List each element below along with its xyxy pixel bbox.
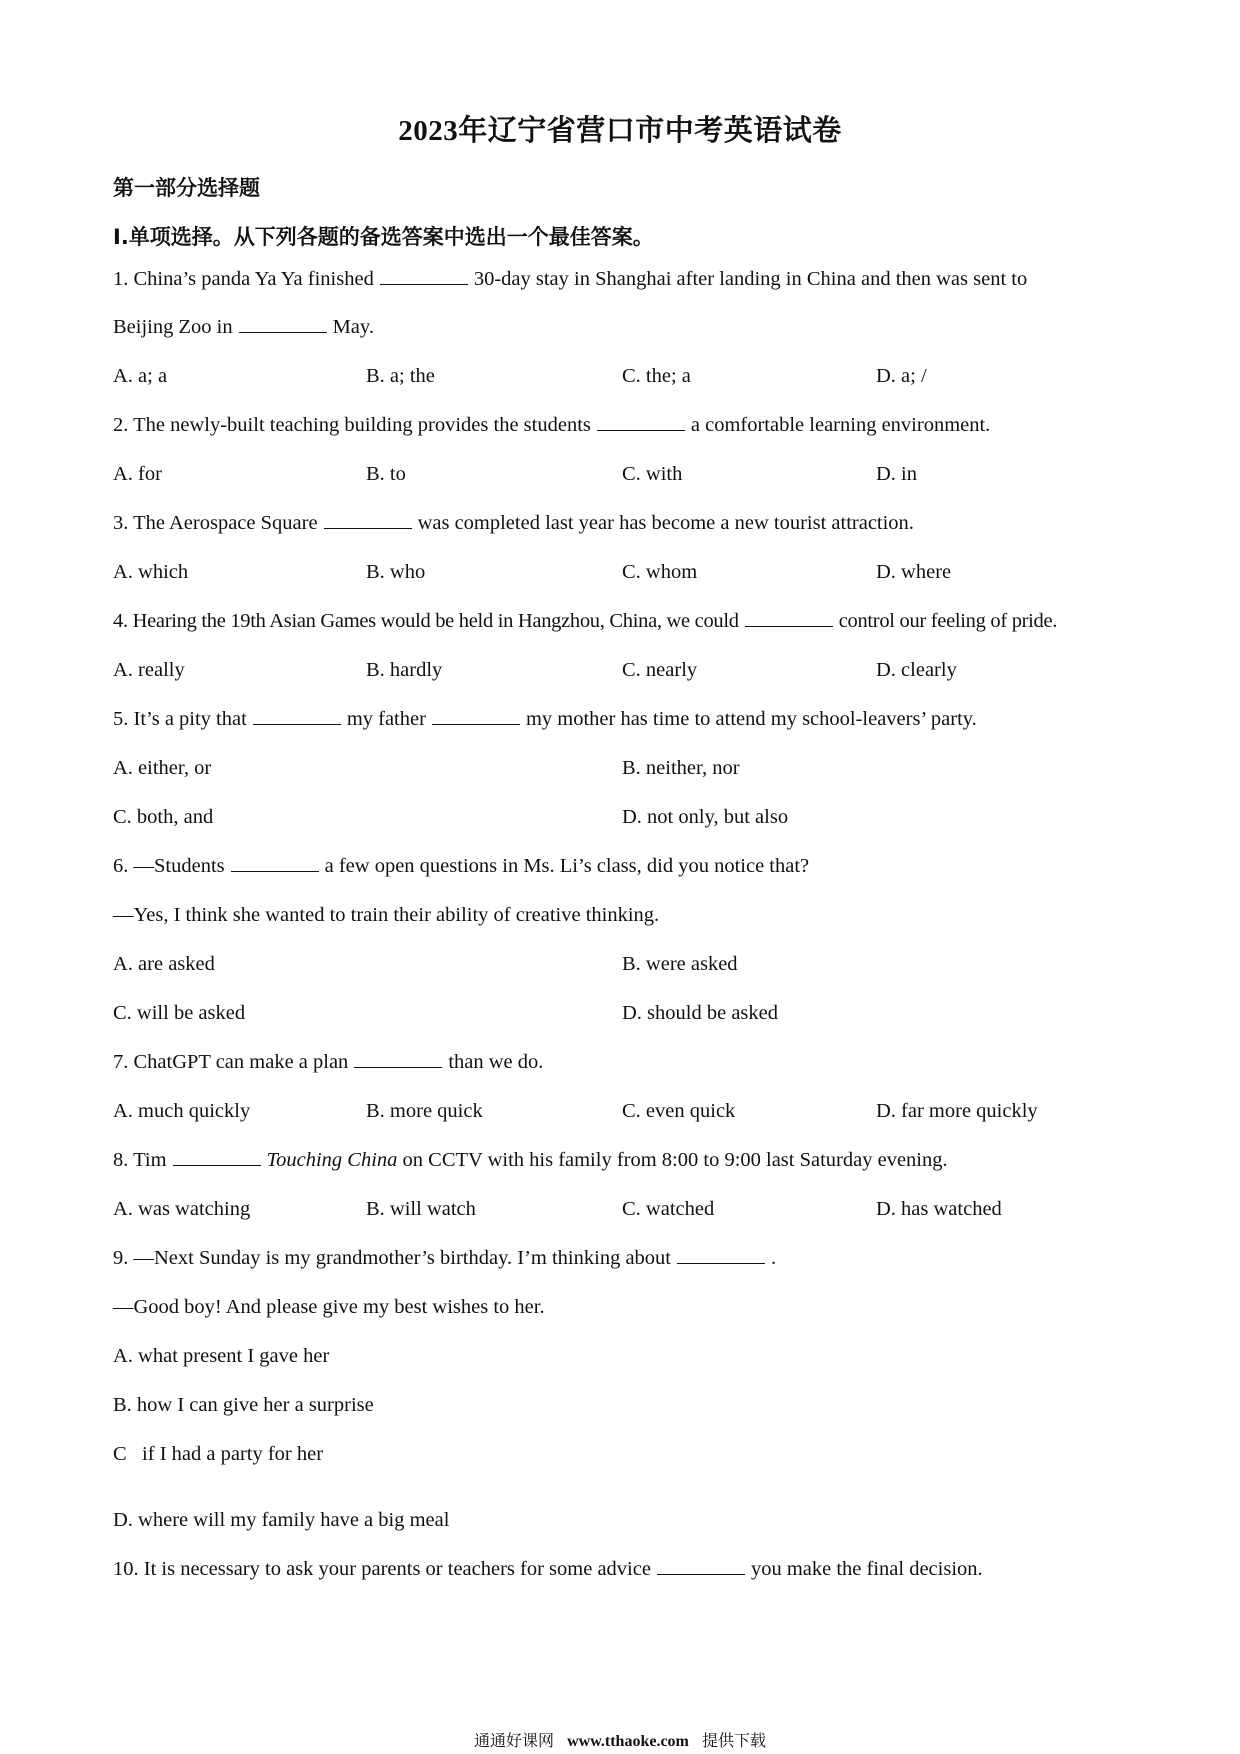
page-footer bbox=[0, 1728, 1240, 1751]
question-text: control our feeling of pride. bbox=[838, 610, 1058, 632]
section-title: 第一部分选择题 bbox=[113, 176, 260, 200]
option-b: B. to bbox=[366, 463, 406, 485]
answer-blank bbox=[173, 1164, 261, 1166]
option-b: B. neither, nor bbox=[622, 757, 740, 779]
option-b: B. hardly bbox=[366, 659, 443, 681]
option-d: D. should be asked bbox=[622, 1002, 779, 1024]
question-3 bbox=[113, 512, 914, 535]
option-a: A. a; a bbox=[113, 365, 168, 387]
option-d: D. where will my family have a big meal bbox=[113, 1509, 450, 1531]
option-c: C. will be asked bbox=[113, 1002, 246, 1024]
option-a: A. are asked bbox=[113, 953, 215, 975]
question-text: was completed last year has become a new tourist attraction. bbox=[417, 512, 914, 534]
answer-blank bbox=[432, 723, 520, 725]
question-text: 9. —Next Sunday is my grandmother’s birthday. I’m thinking about bbox=[113, 1247, 671, 1269]
question-text: 1. China’s panda Ya Ya finished bbox=[113, 268, 374, 290]
option-b: B. who bbox=[366, 561, 426, 583]
footer-link[interactable]: www.tthaoke.com bbox=[567, 1733, 689, 1750]
question-text: on CCTV with his family from 8:00 to 9:00 last Saturday evening. bbox=[402, 1149, 948, 1171]
option-c: C. with bbox=[622, 463, 683, 485]
answer-blank bbox=[677, 1262, 765, 1264]
question-text: a comfortable learning environment. bbox=[690, 414, 991, 436]
question-8 bbox=[113, 1149, 948, 1172]
answer-blank bbox=[657, 1573, 745, 1575]
question-text: than we do. bbox=[448, 1051, 544, 1073]
option-b: B. how I can give her a surprise bbox=[113, 1394, 374, 1416]
question-6 bbox=[113, 855, 809, 878]
question-text: 2. The newly-built teaching building provides the students bbox=[113, 414, 591, 436]
option-a: A. much quickly bbox=[113, 1100, 251, 1122]
option-c: C if I had a party for her bbox=[113, 1443, 324, 1465]
question-5 bbox=[113, 708, 977, 731]
question-text: a few open questions in Ms. Li’s class, did you notice that? bbox=[324, 855, 810, 877]
question-9 bbox=[113, 1247, 776, 1270]
question-text: May. bbox=[332, 316, 374, 338]
question-text: 3. The Aerospace Square bbox=[113, 512, 318, 534]
question-text: 30-day stay in Shanghai after landing in China and then was sent to bbox=[473, 268, 1028, 290]
option-d: D. not only, but also bbox=[622, 806, 789, 828]
answer-blank bbox=[239, 331, 327, 333]
footer-brand: 通通好课网 bbox=[474, 1731, 555, 1750]
option-a: A. what present I gave her bbox=[113, 1345, 330, 1367]
question-1-line-1 bbox=[113, 268, 1027, 291]
question-text: you make the final decision. bbox=[750, 1558, 983, 1580]
footer-note: 提供下载 bbox=[701, 1731, 766, 1750]
answer-blank bbox=[253, 723, 341, 725]
option-b: B. will watch bbox=[366, 1198, 476, 1220]
question-text: 8. Tim bbox=[113, 1149, 167, 1171]
question-1-line-2 bbox=[113, 316, 374, 339]
question-10 bbox=[113, 1558, 983, 1581]
option-d: D. in bbox=[876, 463, 917, 485]
program-title: Touching China bbox=[266, 1149, 398, 1171]
question-text: . bbox=[770, 1247, 777, 1269]
option-c: C. even quick bbox=[622, 1100, 736, 1122]
option-a: A. which bbox=[113, 561, 189, 583]
option-b: B. a; the bbox=[366, 365, 435, 387]
question-9-reply: —Good boy! And please give my best wishes to her. bbox=[113, 1296, 545, 1318]
option-a: A. was watching bbox=[113, 1198, 251, 1220]
option-a: A. really bbox=[113, 659, 185, 681]
instruction-text: Ⅰ.单项选择。从下列各题的备选答案中选出一个最佳答案。 bbox=[113, 225, 654, 249]
question-text: my father bbox=[346, 708, 426, 730]
question-4 bbox=[113, 610, 1057, 633]
answer-blank bbox=[380, 283, 468, 285]
option-a: A. either, or bbox=[113, 757, 212, 779]
option-c: C. the; a bbox=[622, 365, 691, 387]
option-d: D. where bbox=[876, 561, 952, 583]
option-d: D. clearly bbox=[876, 659, 957, 681]
answer-blank bbox=[324, 527, 412, 529]
option-d: D. a; / bbox=[876, 365, 927, 387]
question-text: 10. It is necessary to ask your parents or teachers for some advice bbox=[113, 1558, 651, 1580]
question-6-reply: —Yes, I think she wanted to train their ability of creative thinking. bbox=[113, 904, 660, 926]
option-c: C. both, and bbox=[113, 806, 214, 828]
question-7 bbox=[113, 1051, 543, 1074]
question-text: 5. It’s a pity that bbox=[113, 708, 247, 730]
option-c: C. nearly bbox=[622, 659, 698, 681]
option-a: A. for bbox=[113, 463, 162, 485]
option-c: C. watched bbox=[622, 1198, 715, 1220]
question-text: 7. ChatGPT can make a plan bbox=[113, 1051, 349, 1073]
question-text: my mother has time to attend my school-leavers’ party. bbox=[525, 708, 977, 730]
question-2 bbox=[113, 414, 990, 437]
option-b: B. more quick bbox=[366, 1100, 483, 1122]
page-title: 2023年辽宁省营口市中考英语试卷 bbox=[398, 115, 842, 147]
answer-blank bbox=[745, 625, 833, 627]
option-d: D. far more quickly bbox=[876, 1100, 1038, 1122]
answer-blank bbox=[354, 1066, 442, 1068]
option-b: B. were asked bbox=[622, 953, 738, 975]
option-c: C. whom bbox=[622, 561, 698, 583]
question-text: 6. —Students bbox=[113, 855, 225, 877]
question-text: 4. Hearing the 19th Asian Games would be held in Hangzhou, China, we could bbox=[113, 610, 739, 632]
option-d: D. has watched bbox=[876, 1198, 1002, 1220]
answer-blank bbox=[597, 429, 685, 431]
question-text: Beijing Zoo in bbox=[113, 316, 233, 338]
answer-blank bbox=[231, 870, 319, 872]
